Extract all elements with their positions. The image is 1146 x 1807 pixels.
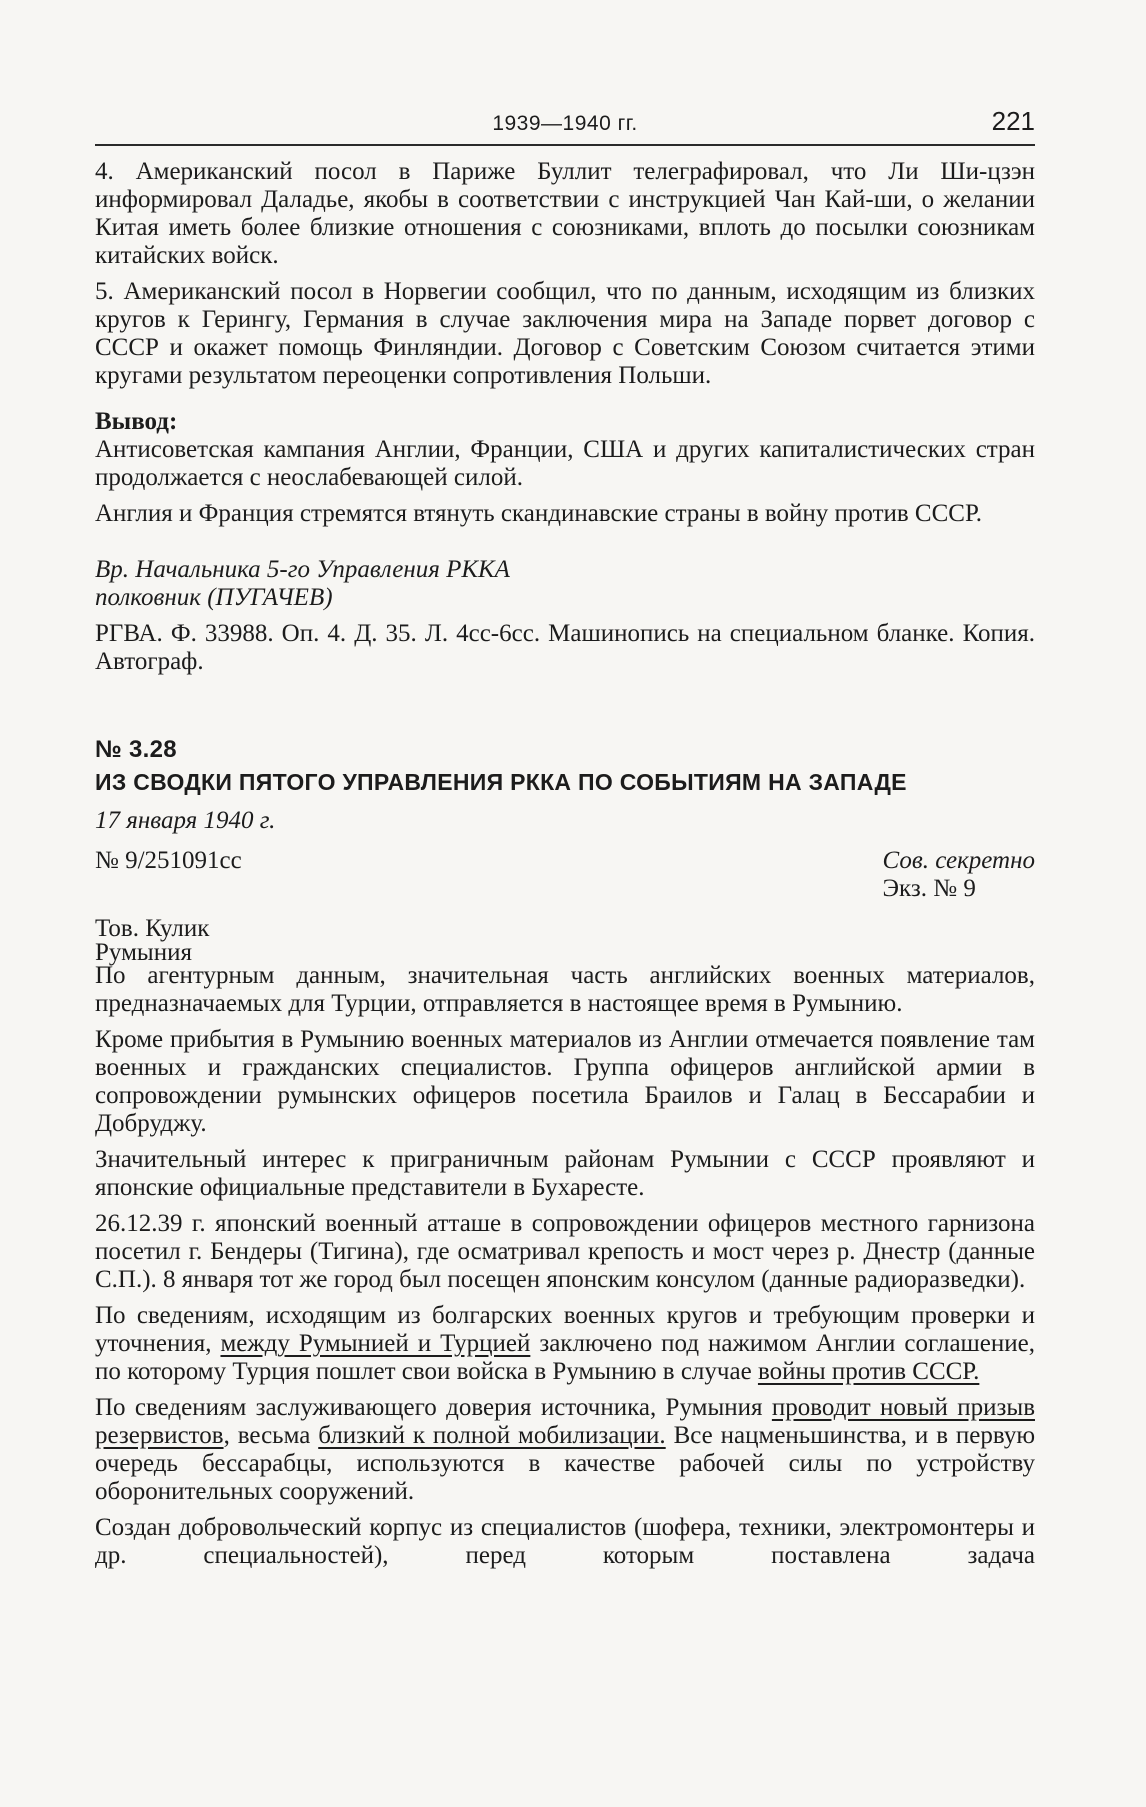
signature-line-2: полковник (ПУГАЧЕВ) — [95, 584, 333, 611]
doc-paragraph-4: 26.12.39 г. японский военный атташе в сопровождении офицеров местного гарнизона посетил г. Бендеры (Тигина), где осматривал крепость и мост через р. Днестр (данные С.П.). 8 января тот же город был посещен японским консулом (данные радиоразведки). — [95, 1210, 1035, 1293]
doc-paragraph-5 — [95, 1302, 1035, 1386]
doc-paragraph-5-underline-2: войны против СССР. — [757, 1358, 980, 1385]
registration-number: № 9/251091сс — [95, 847, 242, 874]
document-body — [95, 962, 1035, 1570]
document-title: ИЗ СВОДКИ ПЯТОГО УПРАВЛЕНИЯ РККА ПО СОБЫТИЯМ НА ЗАПАДЕ — [95, 769, 907, 795]
doc-paragraph-5-b: заключено под нажимом Англии соглашение, по которому Турция пошлет свои войска в Румынию в случае — [95, 1330, 1035, 1385]
paragraph-4: 4. Американский посол в Париже Буллит телеграфировал, что Ли Ши-цзэн информировал Даладье, якобы в соответствии с инструкцией Чан Кай-ши, о желании Китая иметь более близкие отношения с союзниками, вплоть до посылки союзникам китайских войск. — [95, 158, 1035, 269]
doc-paragraph-3: Значительный интерес к приграничным районам Румынии с СССР проявляют и японские официальные представители в Бухаресте. — [95, 1146, 1035, 1201]
conclusion-heading: Вывод: — [95, 408, 178, 435]
doc-paragraph-6-underline-2: близкий к полной мобилизации. — [318, 1422, 666, 1449]
subheading-romania: Румыния — [95, 939, 192, 966]
doc-paragraph-6-b: , весьма — [223, 1422, 319, 1449]
document-number: № 3.28 — [95, 736, 177, 763]
doc-paragraph-5-underline-1: между Румынией и Турцией — [220, 1330, 531, 1357]
doc-paragraph-6-underline-1: проводит новый призыв резервистов — [95, 1394, 1035, 1449]
document-date: 17 января 1940 г. — [95, 807, 276, 834]
addressee: Тов. Кулик — [95, 915, 210, 942]
classification-stamp: Сов. секретно — [882, 847, 1035, 874]
signature-block — [95, 556, 1035, 676]
doc-paragraph-5-a: По сведениям, исходящим из болгарских военных кругов и требующим проверки и уточнения, — [95, 1302, 1035, 1357]
document-header — [95, 735, 1035, 967]
running-header-years: 1939—1940 гг. — [492, 112, 638, 135]
doc-paragraph-2: Кроме прибытия в Румынию военных материалов из Англии отмечается появление там военных и гражданских специалистов. Группа офицеров английской армии в сопровождении румынских офицеров посетила Браилов и Галац в Бессарабии и Добруджу. — [95, 1026, 1035, 1137]
page-number: 221 — [991, 106, 1035, 136]
doc-paragraph-7: Создан добровольческий корпус из специалистов (шофера, техники, электромонтеры и др. специальностей), перед которым поставлена задача — [95, 1514, 1035, 1569]
copy-number: Экз. № 9 — [882, 875, 976, 902]
conclusion-paragraph-1: Антисоветская кампания Англии, Франции, США и других капиталистических стран продолжается с неослабевающей силой. — [95, 436, 1035, 491]
paragraph-5: 5. Американский посол в Норвегии сообщил, что по данным, исходящим из близких кругов к Герингу, Германия в случае заключения мира на Западе порвет договор с СССР и окажет помощь Финляндии. Договор с Советским Союзом считается этими кругами результатом переоценки сопротивления Польши. — [95, 278, 1035, 389]
doc-paragraph-6 — [95, 1394, 1035, 1506]
conclusion-paragraph-2 — [95, 500, 1035, 528]
body-text — [95, 158, 1035, 528]
conclusion-paragraph-2-text: Англия и Франция стремятся втянуть скандинавские страны в войну против СССР. — [95, 500, 982, 527]
running-header — [95, 104, 1035, 146]
doc-paragraph-6-c: Все нацменьшинства, и в первую очередь бессарабцы, используются в качестве рабочей силы по устройству оборонительных сооружений. — [95, 1422, 1035, 1505]
signature-line-1: Вр. Начальника 5-го Управления РККА — [95, 556, 510, 583]
archive-reference: РГВА. Ф. 33988. Оп. 4. Д. 35. Л. 4сс-6сс. Машинопись на специальном бланке. Копия. Автограф. — [95, 620, 1035, 675]
doc-paragraph-6-a: По сведениям заслуживающего доверия источника, Румыния — [95, 1394, 772, 1421]
doc-paragraph-1: По агентурным данным, значительная часть английских военных материалов, предназначаемых для Турции, отправляется в настоящее время в Румынию. — [95, 962, 1035, 1017]
